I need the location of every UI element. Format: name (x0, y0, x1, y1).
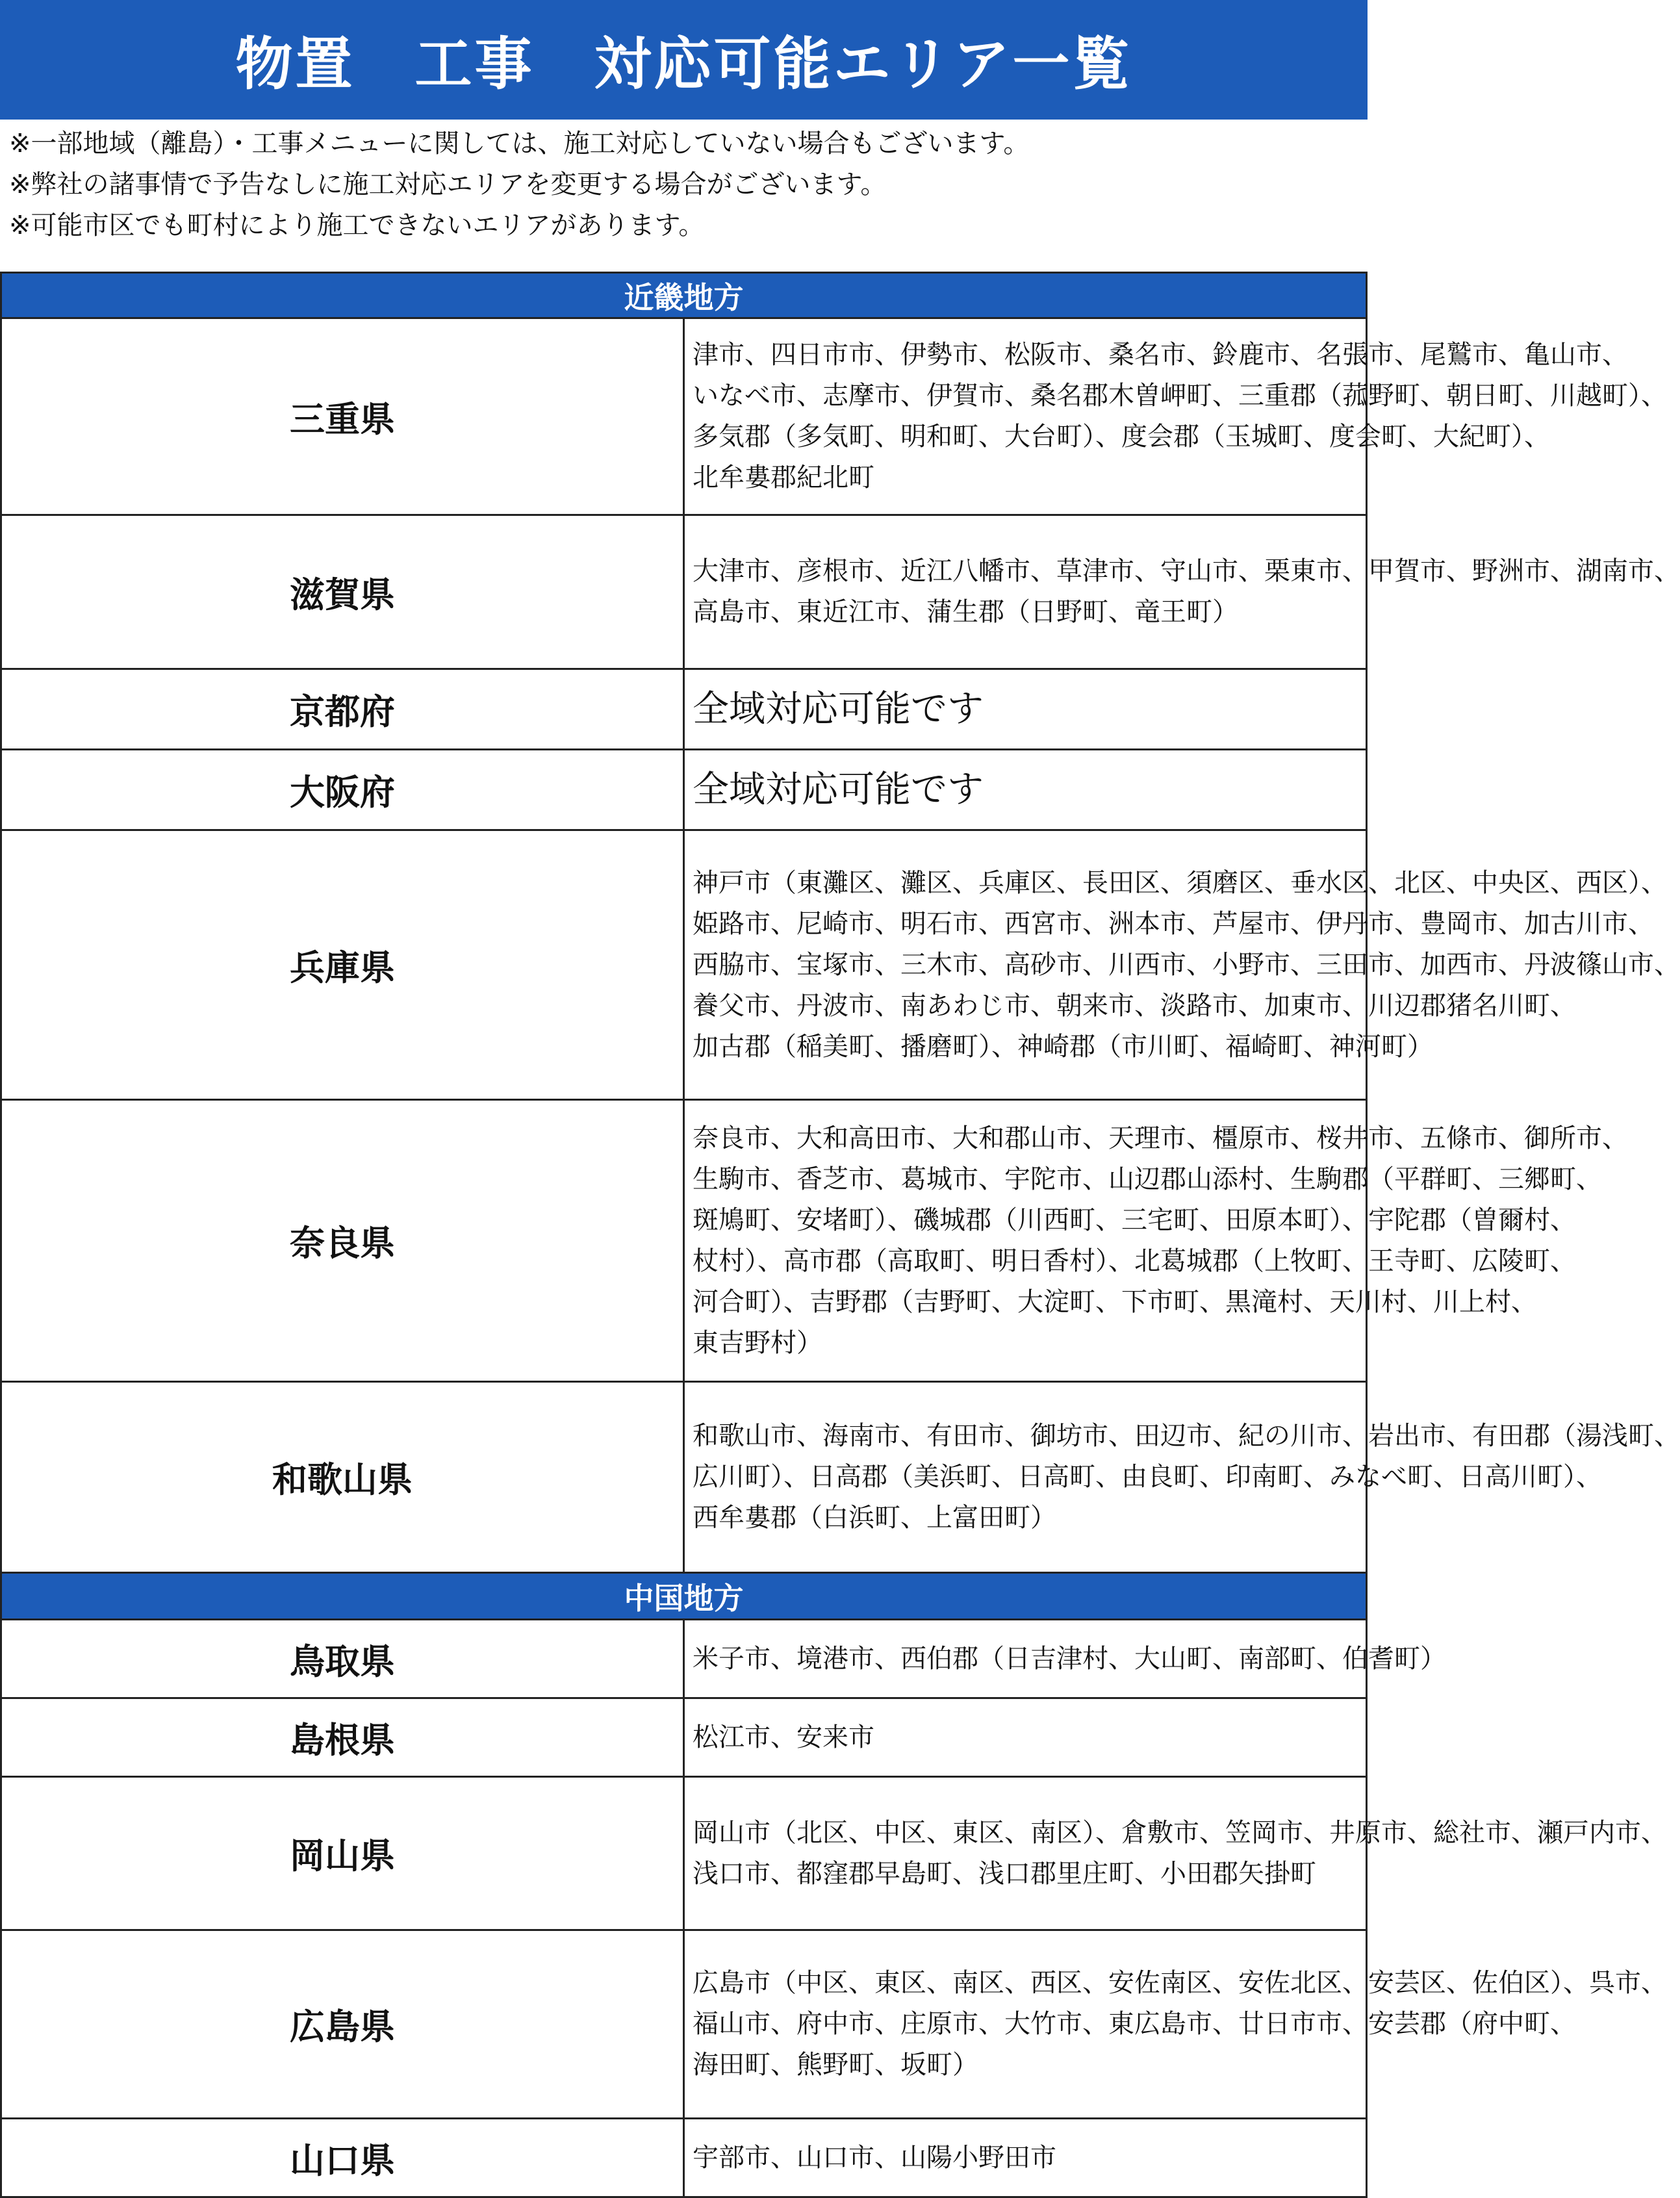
note-remote-islands: ※一部地域（離島）・工事メニューに関しては、施工対応していない場合もございます。 (9, 129, 1030, 159)
row-yamaguchi (1, 2119, 1367, 2197)
city-list (684, 1777, 1667, 1930)
city-line: 宇部市、山口市、山陽小野田市 (693, 2142, 1056, 2173)
region-header-chugoku (1, 1573, 1367, 1620)
city-list (684, 830, 1680, 1100)
city-line: 松江市、安来市 (693, 1722, 874, 1752)
row-shiga (1, 515, 1367, 669)
prefecture-name: 山口県 (1, 2119, 684, 2197)
region-header-kinki (1, 273, 1367, 318)
city-line: 福山市、府中市、庄原市、大竹市、東広島市、廿日市市、安芸郡（府中町、 (693, 2009, 1576, 2039)
city-line: 杖村）、高市郡（高取町、明日香村）、北葛城郡（上牧町、王寺町、広陵町、 (693, 1246, 1576, 1276)
prefecture-name: 大阪府 (1, 750, 684, 830)
city-line: 和歌山市、海南市、有田市、御坊市、田辺市、紀の川市、岩出市、有田郡（湯浅町、 (693, 1421, 1680, 1451)
city-line: 養父市、丹波市、南あわじ市、朝来市、淡路市、加東市、川辺郡猪名川町、 (693, 990, 1576, 1021)
row-hiroshima (1, 1930, 1367, 2119)
row-tottori (1, 1620, 1367, 1698)
city-list (684, 2119, 1367, 2197)
row-shimane (1, 1698, 1367, 1777)
region-label: 近畿地方 (1, 273, 1367, 318)
city-list (684, 1698, 1367, 1777)
row-osaka (1, 750, 1367, 830)
city-line: 大津市、彦根市、近江八幡市、草津市、守山市、栗東市、甲賀市、野洲市、湖南市、 (693, 556, 1680, 586)
city-list (684, 1930, 1667, 2119)
city-line: 河合町）、吉野郡（吉野町、大淀町、下市町、黒滝村、天川村、川上村、 (693, 1286, 1537, 1317)
city-list (684, 1620, 1446, 1698)
city-list (684, 1100, 1628, 1382)
city-line: 浅口市、都窪郡早島町、浅口郡里庄町、小田郡矢掛町 (693, 1858, 1316, 1889)
city-line: 米子市、境港市、西伯郡（日吉津村、大山町、南部町、伯耆町） (693, 1643, 1446, 1674)
city-line: 生駒市、香芝市、葛城市、宇陀市、山辺郡山添村、生駒郡（平群町、三郷町、 (693, 1164, 1602, 1194)
row-wakayama (1, 1382, 1367, 1573)
prefecture-name: 和歌山県 (1, 1382, 684, 1573)
city-list (684, 515, 1680, 669)
city-line: 神戸市（東灘区、灘区、兵庫区、長田区、須磨区、垂水区、北区、中央区、西区）、 (693, 867, 1667, 898)
prefecture-name: 兵庫県 (1, 830, 684, 1100)
row-mie (1, 318, 1367, 515)
city-line: 広島市（中区、東区、南区、西区、安佐南区、安佐北区、安芸区、佐伯区）、呉市、 (693, 1968, 1667, 1998)
city-line: 西脇市、宝塚市、三木市、高砂市、川西市、小野市、三田市、加西市、丹波篠山市、 (693, 949, 1680, 980)
city-list (684, 1382, 1680, 1573)
region-label: 中国地方 (1, 1573, 1367, 1620)
note-area-change: ※弊社の諸事情で予告なしに施工対応エリアを変更する場合がございます。 (9, 170, 887, 199)
city-line: 斑鳩町、安堵町）、磯城郡（川西町、三宅町、田原本町）、宇陀郡（曽爾村、 (693, 1205, 1576, 1235)
city-line: 北牟婁郡紀北町 (693, 463, 874, 492)
prefecture-name: 広島県 (1, 1930, 684, 2119)
prefecture-name: 島根県 (1, 1698, 684, 1777)
page-title: 物置 工事 対応可能エリア一覧 (235, 31, 1132, 97)
note-town-limits: ※可能市区でも町村により施工できないエリアがあります。 (9, 211, 705, 240)
row-hyogo (1, 830, 1367, 1100)
prefecture-name: 京都府 (1, 669, 684, 750)
prefecture-name: 三重県 (1, 318, 684, 515)
title-bar (0, 0, 1368, 120)
prefecture-name: 鳥取県 (1, 1620, 684, 1698)
row-nara (1, 1100, 1367, 1382)
city-line: 津市、四日市市、伊勢市、松阪市、桑名市、鈴鹿市、名張市、尾鷲市、亀山市、 (693, 340, 1628, 370)
city-line: いなべ市、志摩市、伊賀市、桑名郡木曽岬町、三重郡（菰野町、朝日町、川越町）、 (693, 381, 1667, 411)
city-line: 東吉野村） (693, 1327, 822, 1358)
area-table (0, 272, 1680, 2198)
row-okayama (1, 1777, 1367, 1930)
prefecture-name: 奈良県 (1, 1100, 684, 1382)
city-line: 西牟婁郡（白浜町、上富田町） (693, 1503, 1056, 1533)
prefecture-name: 岡山県 (1, 1777, 684, 1930)
city-line: 岡山市（北区、中区、東区、南区）、倉敷市、笠岡市、井原市、総社市、瀬戸内市、 (693, 1817, 1667, 1848)
city-line: 姫路市、尼崎市、明石市、西宮市、洲本市、芦屋市、伊丹市、豊岡市、加古川市、 (693, 908, 1654, 939)
city-line: 高島市、東近江市、蒲生郡（日野町、竜王町） (693, 597, 1238, 627)
city-line: 奈良市、大和高田市、大和郡山市、天理市、橿原市、桜井市、五條市、御所市、 (693, 1123, 1628, 1153)
city-line: 多気郡（多気町、明和町、大台町）、度会郡（玉城町、度会町、大紀町）、 (693, 422, 1550, 452)
city-line: 海田町、熊野町、坂町） (693, 2050, 978, 2080)
city-line: 加古郡（稲美町、播磨町）、神崎郡（市川町、福崎町、神河町） (693, 1031, 1433, 1062)
city-list: 全域対応可能です (684, 669, 1367, 750)
row-kyoto (1, 669, 1367, 750)
city-list (684, 318, 1667, 515)
city-list: 全域対応可能です (684, 750, 1367, 830)
prefecture-name: 滋賀県 (1, 515, 684, 669)
notes (9, 123, 1367, 246)
city-line: 広川町）、日高郡（美浜町、日高町、由良町、印南町、みなべ町、日高川町）、 (693, 1462, 1602, 1492)
